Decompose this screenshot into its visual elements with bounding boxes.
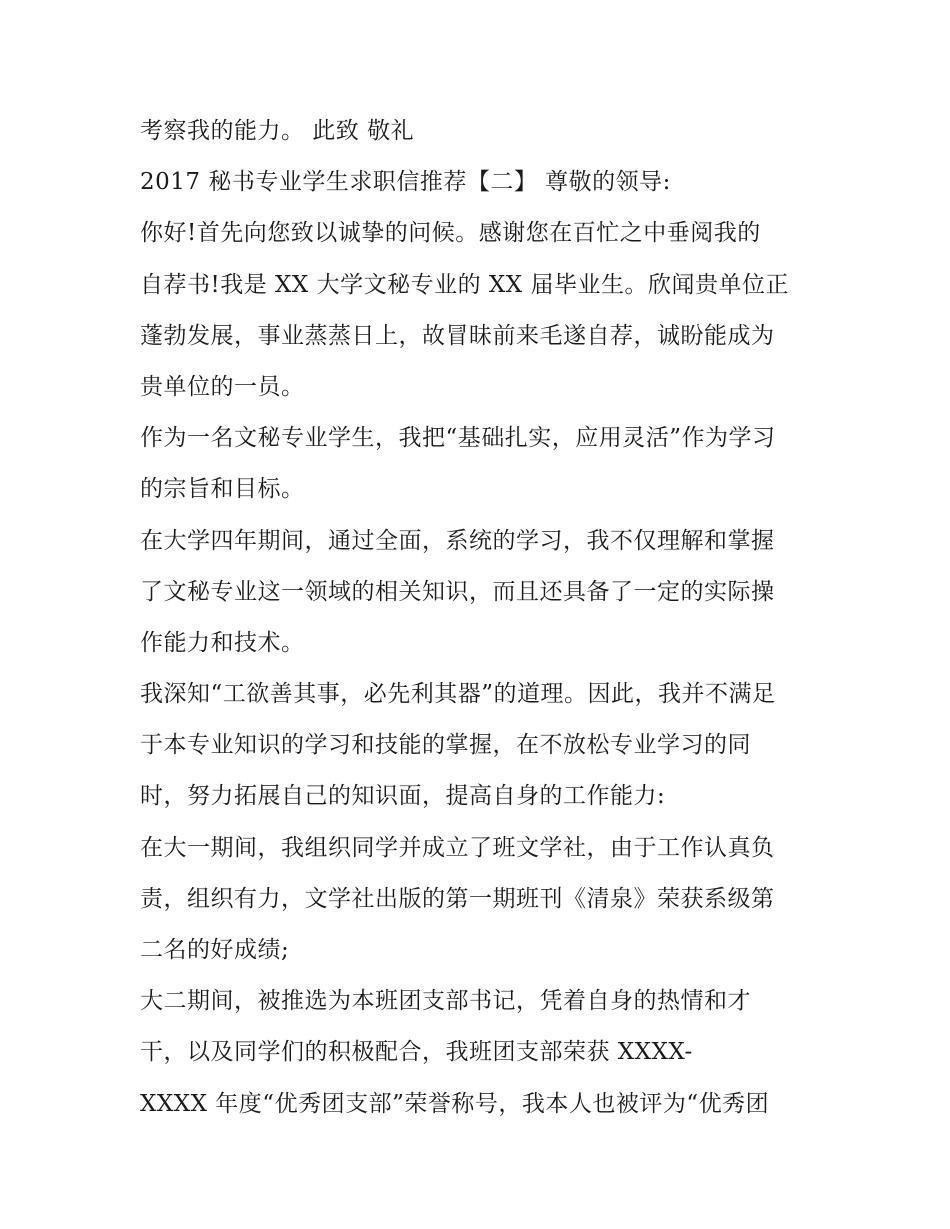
- text-line: 干，以及同学们的积极配合，我班团支部荣获 XXXX-: [140, 1039, 693, 1066]
- text-line: 作能力和技术。: [140, 629, 305, 656]
- text-line: 我深知“工欲善其事，必先利其器”的道理。因此，我并不满足: [140, 681, 776, 708]
- text-line: 的宗旨和目标。: [140, 476, 305, 503]
- text-line: 2017 秘书专业学生求职信推荐【二】 尊敬的领导:: [140, 169, 671, 196]
- text-line: 二名的好成绩;: [140, 937, 290, 963]
- text-line: 于本专业知识的学习和技能的掌握，在不放松专业学习的同: [140, 732, 751, 759]
- text-line: XXXX 年度“优秀团支部”荣誉称号，我本人也被评为“优秀团: [140, 1090, 770, 1117]
- text-line: 责，组织有力，文学社出版的第一期班刊《清泉》荣获系级第: [140, 885, 775, 912]
- text-line: 考察我的能力。 此致 敬礼: [140, 118, 415, 144]
- text-line: 自荐书!我是 XX 大学文秘专业的 XX 届毕业生。欣闻贵单位正: [140, 271, 789, 298]
- text-line: 大二期间，被推选为本班团支部书记，凭着自身的热情和才: [140, 988, 751, 1015]
- text-line: 在大一期间，我组织同学并成立了班文学社，由于工作认真负: [140, 834, 775, 861]
- text-line: 在大学四年期间，通过全面，系统的学习，我不仅理解和掌握: [140, 527, 775, 554]
- text-line: 作为一名文秘专业学生，我把“基础扎实，应用灵活”作为学习: [140, 425, 776, 452]
- text-line: 贵单位的一员。: [140, 373, 305, 400]
- text-line: 了文秘专业这一领域的相关知识，而且还具备了一定的实际操: [140, 578, 775, 605]
- text-line: 时，努力拓展自己的知识面，提高自身的工作能力:: [140, 783, 666, 810]
- text-line: 你好!首先向您致以诚挚的问候。感谢您在百忙之中垂阅我的: [140, 220, 761, 247]
- document-body: [140, 106, 840, 1130]
- text-line: 蓬勃发展，事业蒸蒸日上，故冒昧前来毛遂自荐，诚盼能成为: [140, 322, 775, 349]
